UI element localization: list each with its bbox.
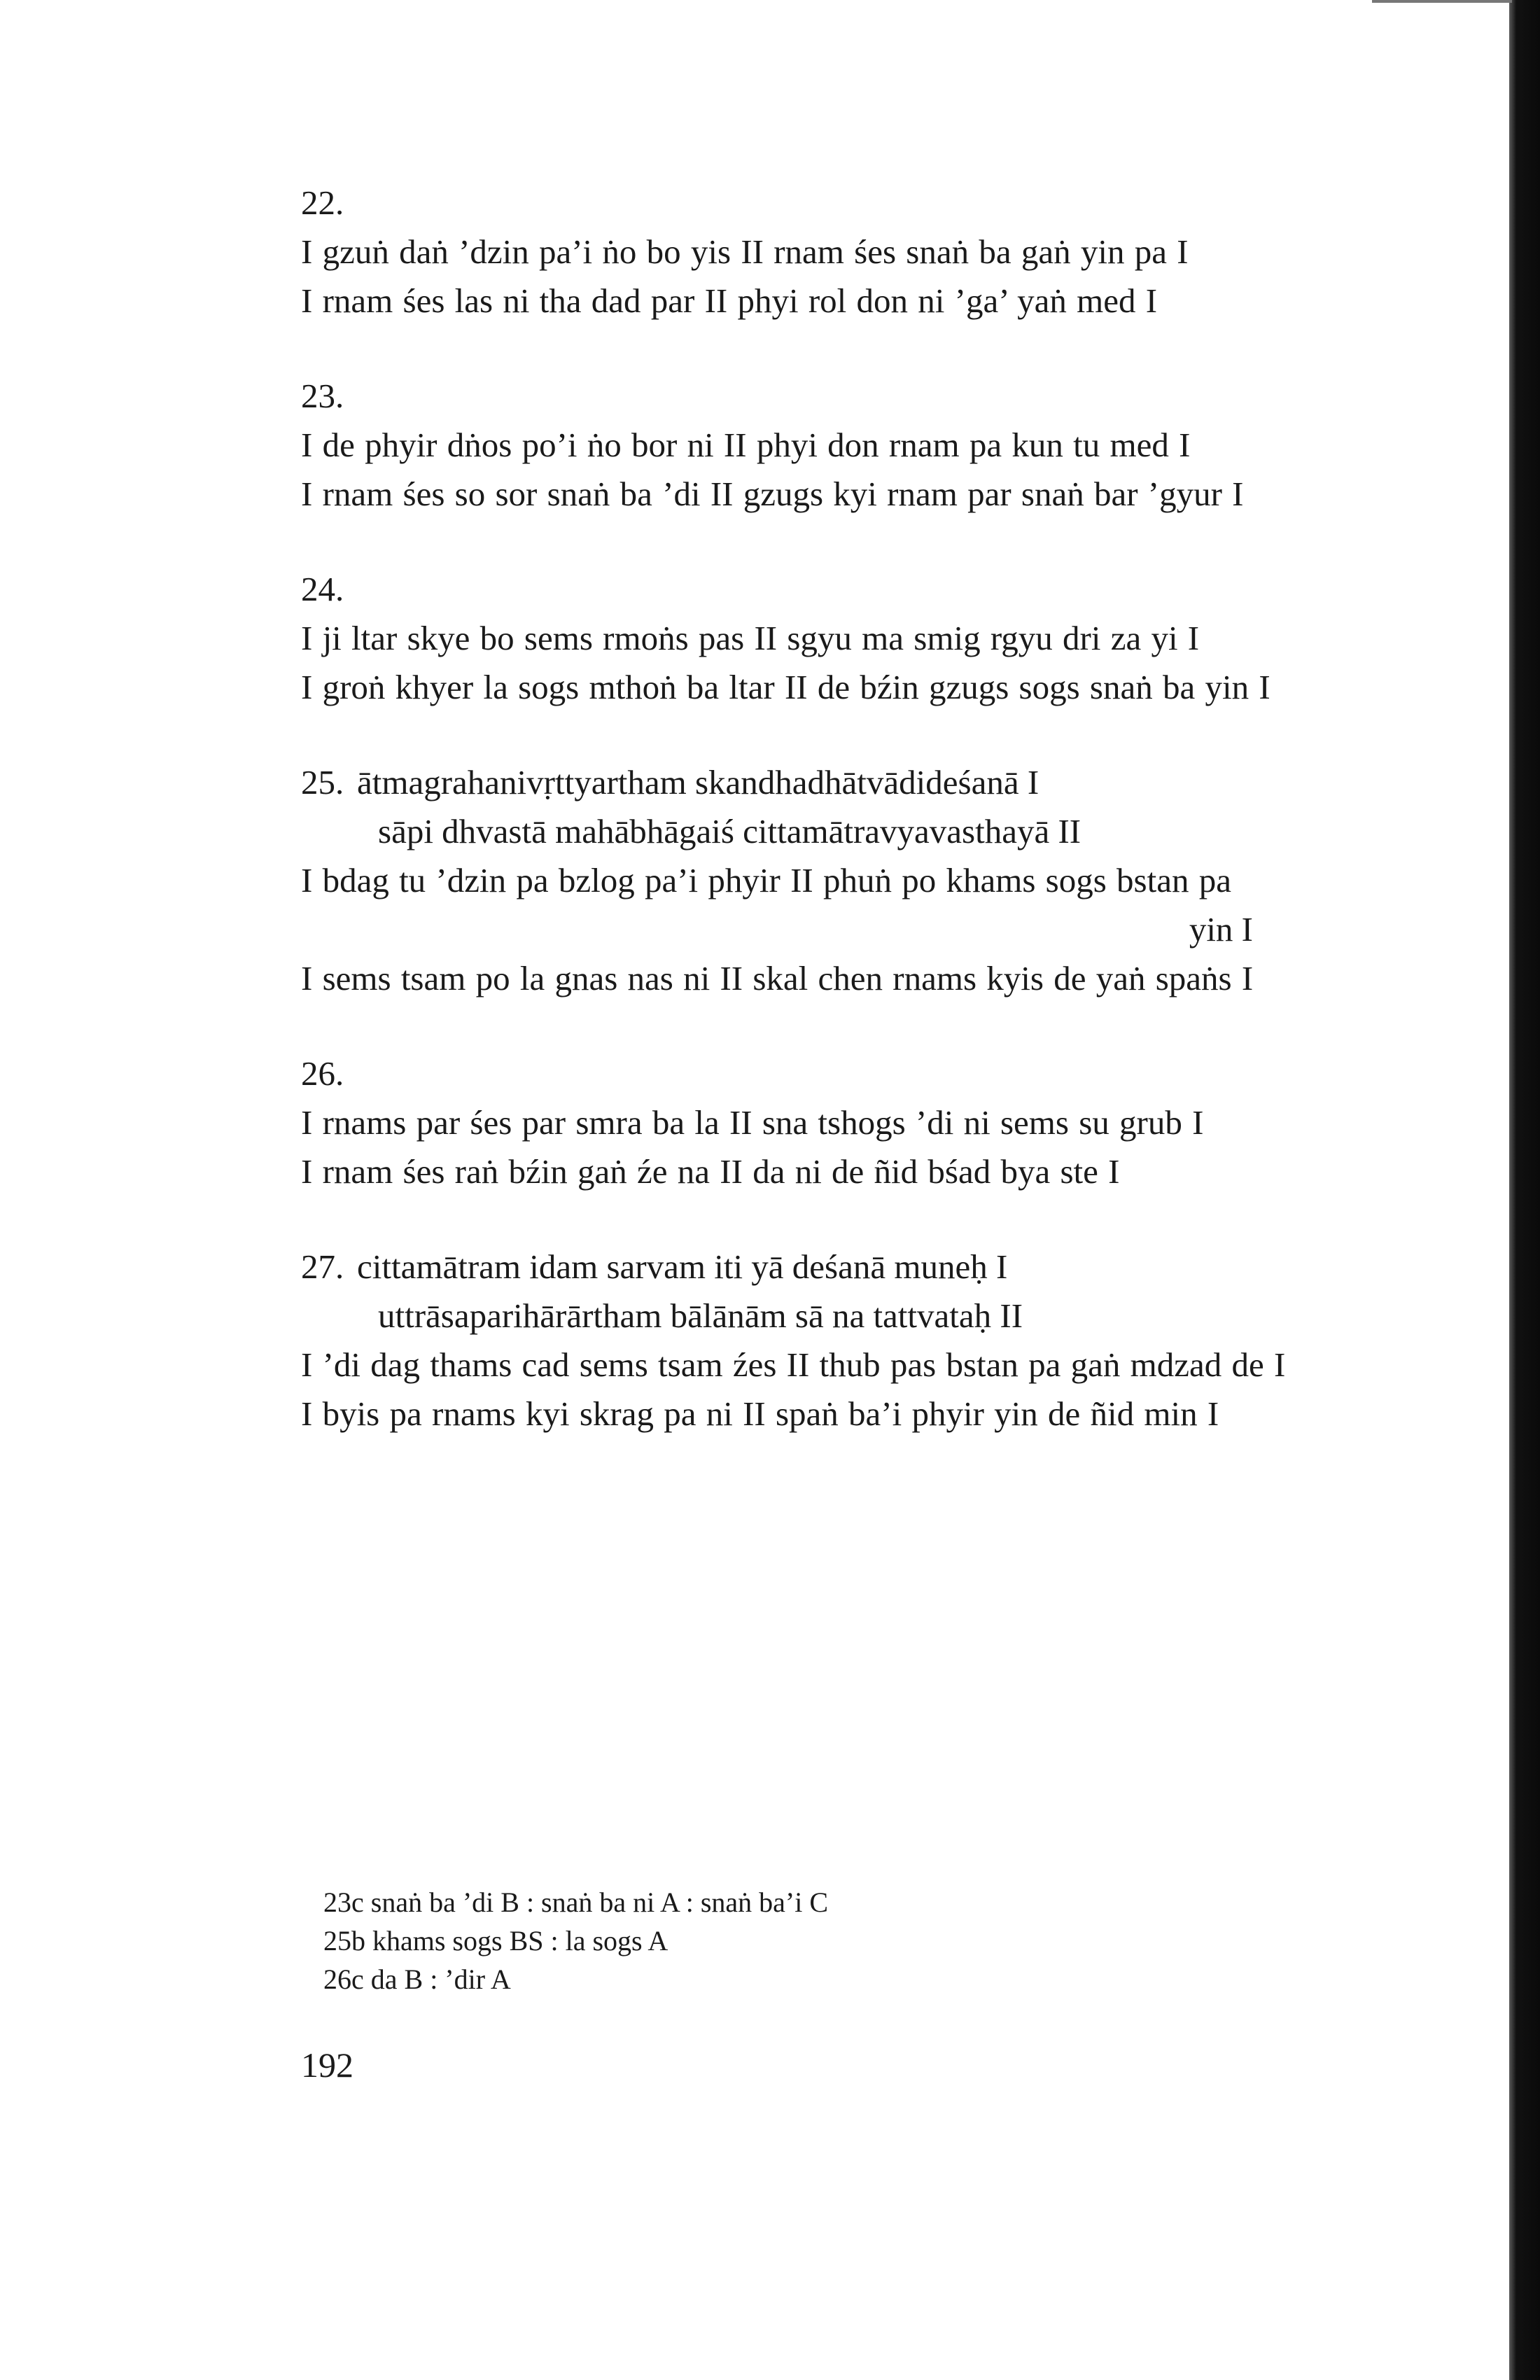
verse-26 bbox=[301, 1049, 1456, 1196]
apparatus-note: 25b khams sogs BS : la sogs A bbox=[323, 1925, 668, 1956]
verse-line: I ’di dag thams cad sems tsam źes II thub pas bstan pa gaṅ mdzad de I bbox=[301, 1345, 1286, 1384]
apparatus-note: 26c da B : ’dir A bbox=[323, 1963, 511, 1995]
verse-line: I de phyir dṅos po’i ṅo bor ni II phyi don rnam pa kun tu med I bbox=[301, 426, 1191, 464]
apparatus-note: 23c snaṅ ba ’di B : snaṅ ba ni A : snaṅ ba’i C bbox=[323, 1886, 829, 1918]
verse-number: 23. bbox=[301, 377, 344, 415]
page-number: 192 bbox=[301, 2045, 354, 2085]
verse-line: I byis pa rnams kyi skrag pa ni II spaṅ ba’i phyir yin de ñid min I bbox=[301, 1394, 1219, 1433]
verse-line: I rnam śes so sor snaṅ ba ’di II gzugs kyi rnam par snaṅ bar ’gyur I bbox=[301, 475, 1244, 513]
sanskrit-line: sāpi dhvastā mahābhāgaiś cittamātravyavasthayā II bbox=[378, 812, 1082, 850]
sanskrit-line bbox=[301, 758, 1456, 807]
verse-line: I bdag tu ’dzin pa bzlog pa’i phyir II phuṅ po khams sogs bstan pa bbox=[301, 861, 1231, 899]
top-edge-rule bbox=[1372, 0, 1512, 3]
verse-line: I gzuṅ daṅ ’dzin pa’i ṅo bo yis II rnam śes snaṅ ba gaṅ yin pa I bbox=[301, 232, 1189, 271]
verse-number: 22. bbox=[301, 183, 344, 222]
verse-number: 27. bbox=[301, 1247, 344, 1286]
sanskrit-text: ātmagrahanivṛttyartham skandhadhātvādideśanā I bbox=[357, 763, 1040, 802]
verse-line: I rnam śes raṅ bźin gaṅ źe na II da ni de ñid bśad bya ste I bbox=[301, 1152, 1120, 1191]
verse-number: 25. bbox=[301, 763, 344, 802]
verse-number: 26. bbox=[301, 1054, 344, 1093]
verse-27 bbox=[301, 1242, 1456, 1438]
verse-number: 24. bbox=[301, 570, 344, 608]
verse-25 bbox=[301, 758, 1456, 1003]
verse-line: I sems tsam po la gnas nas ni II skal chen rnams kyis de yaṅ spaṅs I bbox=[301, 959, 1254, 997]
verse-line-continuation: yin I bbox=[1189, 910, 1253, 948]
book-spine-shadow bbox=[1509, 0, 1540, 2380]
sanskrit-line bbox=[301, 1242, 1456, 1292]
sanskrit-line: uttrāsaparihārārtham bālānām sā na tattvataḥ II bbox=[378, 1296, 1023, 1335]
verse-line: I groṅ khyer la sogs mthoṅ ba ltar II de bźin gzugs sogs snaṅ ba yin I bbox=[301, 668, 1270, 706]
critical-apparatus-notes bbox=[323, 1883, 828, 1998]
verse-line: I ji ltar skye bo sems rmoṅs pas II sgyu ma smig rgyu dri za yi I bbox=[301, 619, 1200, 657]
verse-22 bbox=[301, 178, 1456, 326]
sanskrit-text: cittamātram idam sarvam iti yā deśanā muneḥ I bbox=[357, 1247, 1008, 1286]
verse-24 bbox=[301, 565, 1456, 712]
verse-line: I rnams par śes par smra ba la II sna tshogs ’di ni sems su grub I bbox=[301, 1103, 1204, 1142]
verse-23 bbox=[301, 372, 1456, 519]
verse-text-block bbox=[301, 178, 1456, 1485]
verse-line: I rnam śes las ni tha dad par II phyi rol don ni ’ga’ yaṅ med I bbox=[301, 281, 1158, 320]
